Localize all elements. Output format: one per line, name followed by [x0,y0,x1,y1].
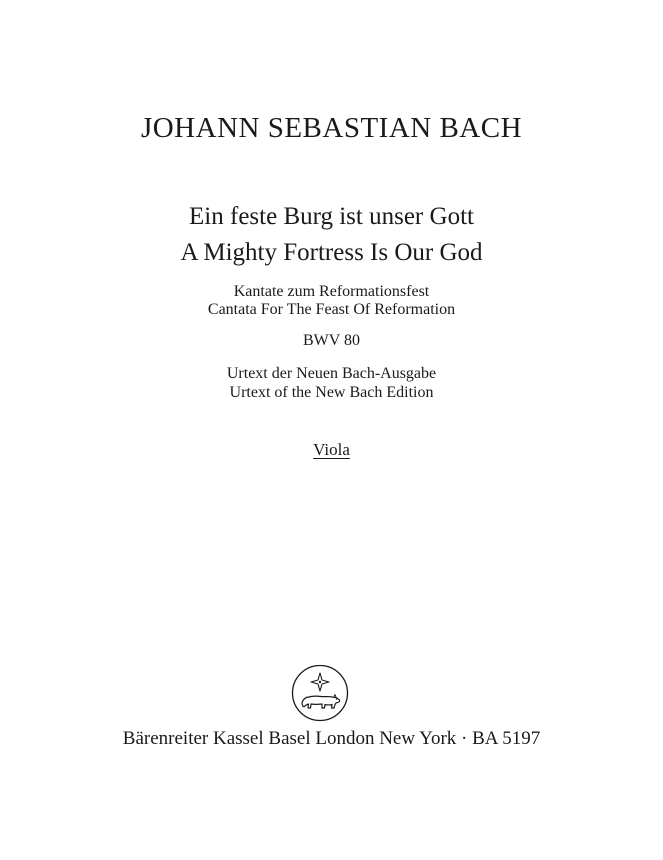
part-name: Viola [313,440,350,459]
subtitle-german: Kantate zum Reformationsfest [233,283,430,300]
publisher-logo-icon [290,663,350,723]
composer-name: JOHANN SEBASTIAN BACH [140,112,523,144]
publisher-imprint: Bärenreiter Kassel Basel London New York · BA 5197 [122,728,541,749]
edition-german: Urtext der Neuen Bach-Ausgabe [226,365,437,382]
title-english: A Mighty Fortress Is Our God [180,239,483,266]
part-label [0,440,663,460]
edition-english: Urtext of the New Bach Edition [229,384,434,401]
catalog-number: BWV 80 [302,332,361,349]
title-german: Ein feste Burg ist unser Gott [189,203,474,230]
subtitle-english: Cantata For The Feast Of Reformation [207,301,456,318]
